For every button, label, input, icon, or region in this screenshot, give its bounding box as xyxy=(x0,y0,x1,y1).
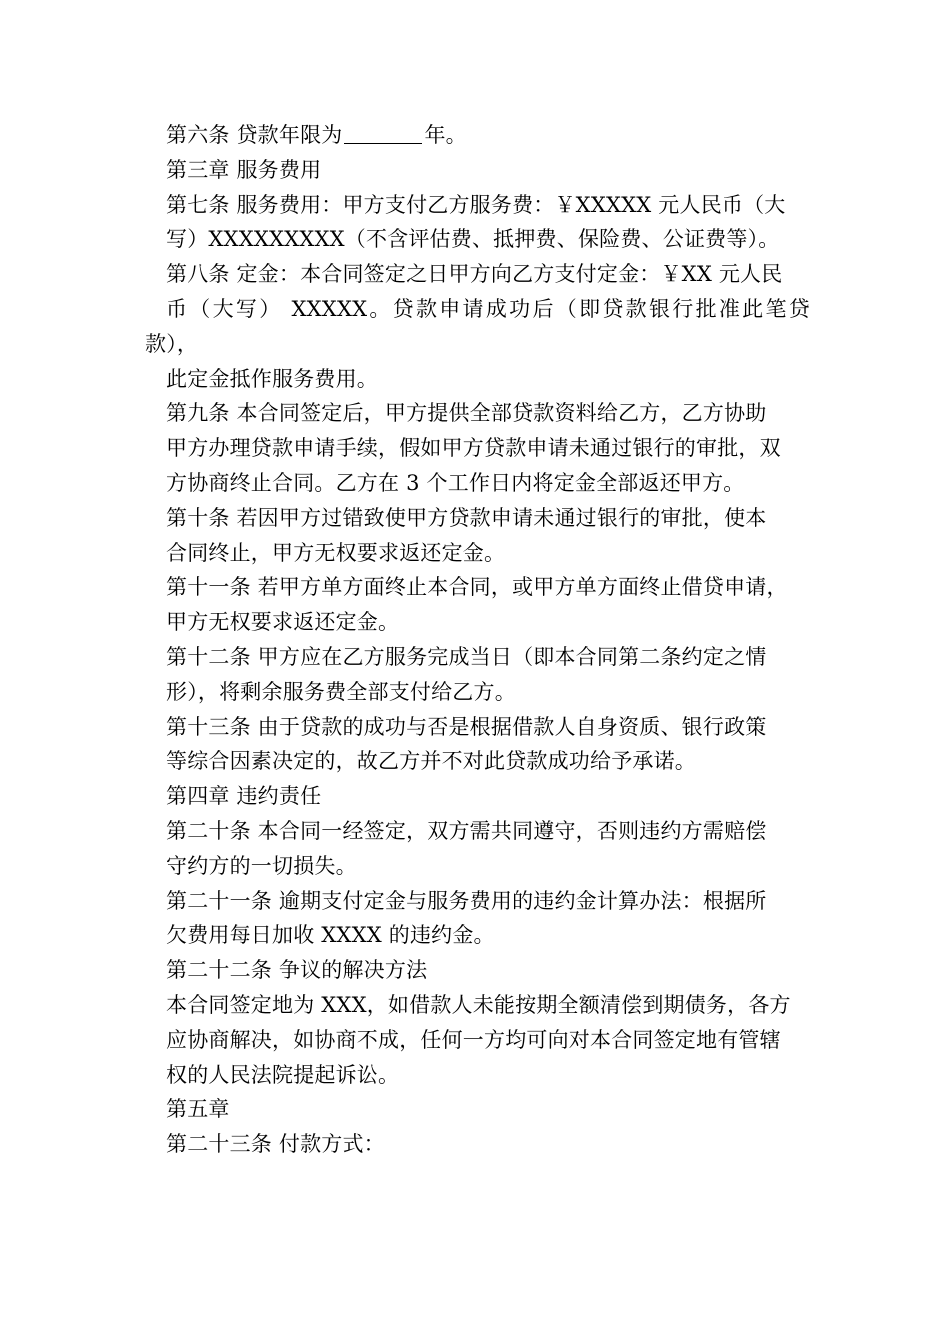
article-6-text: 第六条 贷款年限为 xyxy=(166,123,343,147)
article-20-line-1: 第二十条 本合同一经签定，双方需共同遵守，否则违约方需赔偿 xyxy=(166,818,767,843)
article-21-line-2: 欠费用每日加收 XXXX 的违约金。 xyxy=(166,923,495,948)
chapter-5-heading xyxy=(145,1092,810,1127)
article-23-title: 第二十三条 付款方式： xyxy=(166,1132,385,1157)
article-12 xyxy=(145,640,810,710)
contract-body xyxy=(145,118,810,1162)
article-20-line-2: 守约方的一切损失。 xyxy=(166,853,357,878)
article-22 xyxy=(145,953,810,988)
article-9-line-1: 第九条 本合同签定后，甲方提供全部贷款资料给乙方，乙方协助 xyxy=(166,401,767,426)
article-13-line-1: 第十三条 由于贷款的成功与否是根据借款人自身资质、银行政策 xyxy=(166,714,767,739)
chapter-4-heading xyxy=(145,779,810,814)
article-13-line-2: 等综合因素决定的，故乙方并不对此贷款成功给予承诺。 xyxy=(166,749,696,774)
chapter-5-title: 第五章 xyxy=(166,1097,230,1122)
article-10-line-2: 合同终止，甲方无权要求返还定金。 xyxy=(166,540,506,565)
article-13 xyxy=(145,710,810,780)
article-20 xyxy=(145,814,810,884)
article-21-line-1: 第二十一条 逾期支付定金与服务费用的违约金计算办法：根据所 xyxy=(166,888,767,913)
article-22-line-3: 权的人民法院提起诉讼。 xyxy=(166,1062,400,1087)
article-22-body xyxy=(145,988,810,1092)
article-21 xyxy=(145,884,810,954)
chapter-4-title: 第四章 违约责任 xyxy=(166,784,322,809)
article-7-line-2: 写）XXXXXXXXX（不含评估费、抵押费、保险费、公证费等）。 xyxy=(166,227,780,252)
loan-term-blank xyxy=(344,124,422,144)
article-11 xyxy=(145,570,810,640)
chapter-3-heading xyxy=(145,153,810,188)
article-9-line-2: 甲方办理贷款申请手续，假如甲方贷款申请未通过银行的审批，双 xyxy=(166,436,781,461)
article-10 xyxy=(145,501,810,571)
article-7 xyxy=(145,188,810,258)
article-22-line-2: 应协商解决，如协商不成，任何一方均可向对本合同签定地有管辖 xyxy=(166,1027,781,1052)
article-8-line-3: 此定金抵作服务费用。 xyxy=(166,366,378,391)
article-12-line-2: 形），将剩余服务费全部支付给乙方。 xyxy=(166,679,516,704)
article-9-line-3: 方协商终止合同。乙方在 3 个工作日内将定金全部返还甲方。 xyxy=(166,470,745,495)
article-8-line-2: 币（大写） XXXXX。贷款申请成功后（即贷款银行批准此笔贷款）， xyxy=(145,296,810,356)
article-22-title: 第二十二条 争议的解决方法 xyxy=(166,958,428,983)
article-22-line-1: 本合同签定地为 XXX，如借款人未能按期全额清偿到期债务，各方 xyxy=(166,992,791,1017)
article-11-line-1: 第十一条 若甲方单方面终止本合同，或甲方单方面终止借贷申请， xyxy=(166,575,788,600)
article-23 xyxy=(145,1127,810,1162)
article-11-line-2: 甲方无权要求返还定金。 xyxy=(166,610,400,635)
chapter-3-title: 第三章 服务费用 xyxy=(166,157,322,182)
article-8 xyxy=(145,257,810,396)
article-10-line-1: 第十条 若因甲方过错致使甲方贷款申请未通过银行的审批，使本 xyxy=(166,505,767,530)
article-9 xyxy=(145,396,810,500)
article-6-suffix: 年。 xyxy=(424,123,467,147)
article-8-line-1: 第八条 定金：本合同签定之日甲方向乙方支付定金：￥XX 元人民 xyxy=(166,262,783,287)
article-7-line-1: 第七条 服务费用：甲方支付乙方服务费：￥XXXXX 元人民币（大 xyxy=(166,192,786,217)
article-6 xyxy=(145,118,810,153)
article-12-line-1: 第十二条 甲方应在乙方服务完成当日（即本合同第二条约定之情 xyxy=(166,644,767,669)
